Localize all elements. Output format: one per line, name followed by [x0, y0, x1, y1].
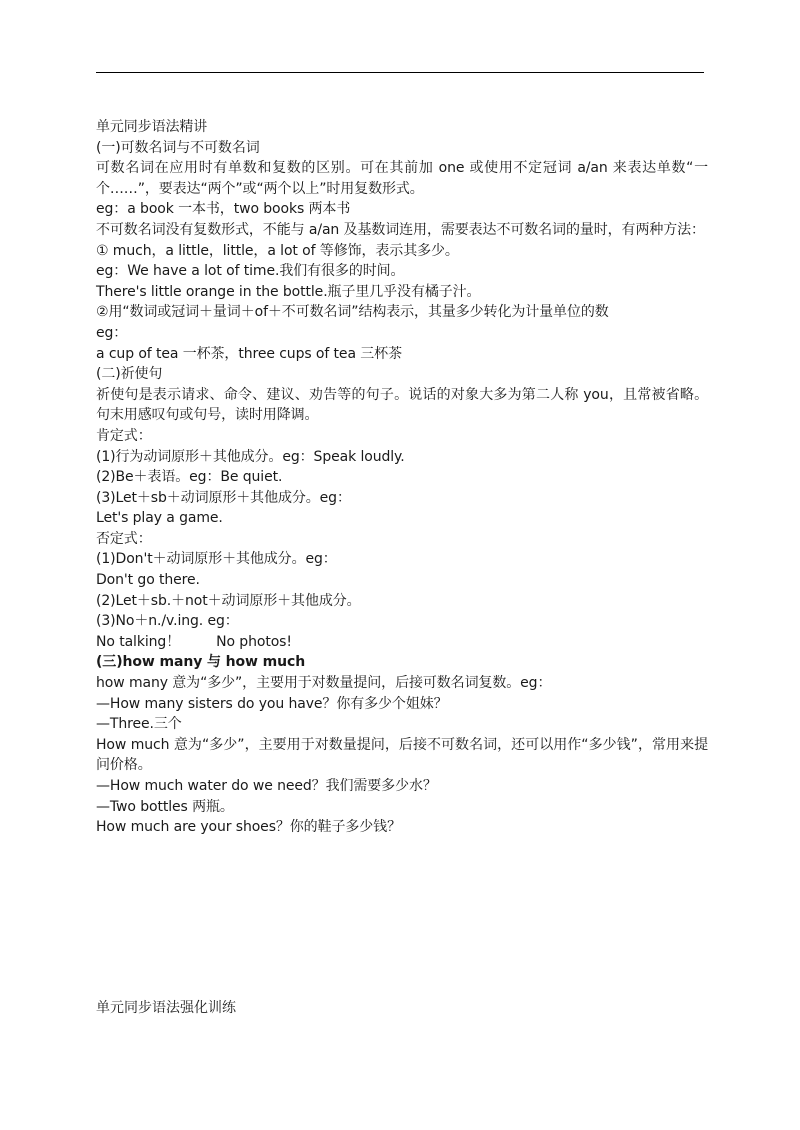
paragraph-how-much: How much 意为“多少”，主要用于对数量提问，后接不可数名词，还可以用作“多少钱”，常用来提问价格。 — [96, 736, 708, 774]
document-body — [96, 117, 708, 838]
dialogue-line: —How much water do we need？我们需要多少水？ — [96, 778, 437, 794]
paragraph-countable: 可数名词在应用时有单数和复数的区别。可在其前加 one 或使用不定冠词 a/an 来表达单数“一个……”，要表达“两个”或“两个以上”时用复数形式。 — [96, 160, 708, 197]
section-title: 单元同步语法精讲 — [96, 119, 208, 135]
rule-line: (1)行为动词原形＋其他成分。eg：Speak loudly. — [96, 448, 405, 465]
rule-line: (2)Be＋表语。eg：Be quiet. — [96, 469, 283, 486]
paragraph-uncountable: 不可数名词没有复数形式，不能与 a/an 及基数词连用，需要表达不可数名词的量时，有两种方法： — [96, 221, 705, 238]
paragraph-how-many: how many 意为“多少”，主要用于对数量提问，后接可数名词复数。eg： — [96, 675, 552, 692]
training-heading: 单元同步语法强化训练 — [96, 1000, 236, 1016]
heading-how-many-much: (三)how many 与 how much — [96, 654, 306, 671]
example-line: Don't go there. — [96, 572, 200, 589]
example-line: eg：We have a lot of time.我们有很多的时间。 — [96, 263, 405, 280]
header-rule — [96, 72, 704, 73]
dialogue-line: How much are your shoes？你的鞋子多少钱？ — [96, 819, 401, 836]
heading-countable-nouns: (一)可数名词与不可数名词 — [96, 139, 260, 156]
negative-label: 否定式： — [96, 530, 152, 547]
rule-line: (3)Let＋sb＋动词原形＋其他成分。eg： — [96, 489, 351, 506]
example-no-talking: No talking！ — [96, 633, 181, 650]
rule-line: (3)No＋n./v.ing. eg： — [96, 613, 239, 630]
affirmative-label: 肯定式： — [96, 427, 152, 444]
heading-imperatives: (二)祈使句 — [96, 366, 163, 383]
example-label: eg： — [96, 324, 128, 341]
example-no-photos: No photos! — [216, 633, 292, 650]
dialogue-line: —Three.三个 — [96, 716, 182, 733]
method-two: ②用“数词或冠词＋量词＋of＋不可数名词”结构表示，其量多少转化为计量单位的数 — [96, 304, 609, 321]
method-one: ① much，a little，little，a lot of 等修饰，表示其多少。 — [96, 242, 459, 259]
rule-line: (1)Don't＋动词原形＋其他成分。eg： — [96, 551, 337, 568]
example-pair — [96, 632, 708, 653]
dialogue-line: —Two bottles 两瓶。 — [96, 798, 234, 815]
dialogue-line: —How many sisters do you have？你有多少个姐妹？ — [96, 695, 448, 712]
example-line: There's little orange in the bottle.瓶子里几乎没有橘子汁。 — [96, 283, 481, 300]
example-line: a cup of tea 一杯茶，three cups of tea 三杯茶 — [96, 345, 402, 362]
rule-line: (2)Let＋sb.＋not＋动词原形＋其他成分。 — [96, 592, 361, 609]
example-line: Let's play a game. — [96, 510, 223, 527]
paragraph-imperatives: 祈使句是表示请求、命令、建议、劝告等的句子。说话的对象大多为第二人称 you，且常被省略。句末用感叹句或句号，读时用降调。 — [96, 386, 708, 424]
example-line: eg：a book 一本书，two books 两本书 — [96, 201, 351, 218]
